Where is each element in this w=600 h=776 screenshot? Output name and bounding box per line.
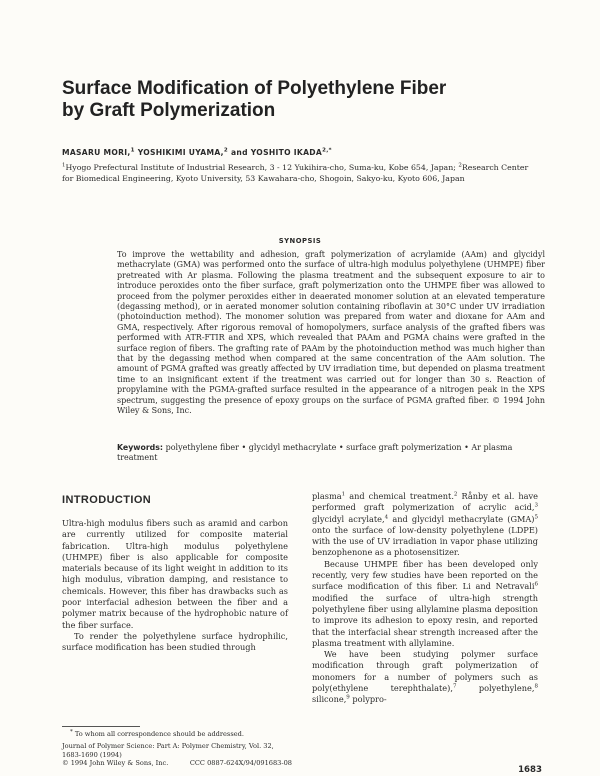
footnote-rule — [62, 726, 140, 727]
rp1-b: and chemical treatment. — [349, 491, 454, 501]
rp3-ref-1: 7 — [452, 683, 457, 690]
rp1-ref-5: 5 — [534, 513, 538, 520]
rp1-a: plasma — [312, 491, 342, 501]
title-line-2: by Graft Polymerization — [62, 100, 276, 121]
paper-title — [62, 78, 542, 122]
rp3-d: polypro- — [352, 694, 387, 705]
ccc-code: CCC 0887-624X/94/091683-08 — [189, 758, 292, 767]
rp2-ref: 6 — [534, 581, 538, 588]
rp2-b: modified the surface of ultra-high strength polyethylene fiber using allylamine plasma deposition to improve its adhesion to epoxy resin, and reported that the interfacial shear strength increased after the plasma treatment with allylamine. — [312, 592, 538, 648]
rp1-ref-4: 4 — [384, 513, 389, 520]
author-2-affil-mark: 2 — [223, 147, 228, 154]
affiliations — [62, 163, 540, 184]
author-conjunction: and — [230, 148, 248, 157]
rp1-f: onto the surface of low-density polyethylene (LDPE) with the use of UV irradiation in vapor phase utilizing benzophenone as a photosensitizer. — [312, 524, 538, 558]
left-paragraph-2: To render the polyethylene surface hydrophilic, surface modification has been studied through — [62, 630, 288, 653]
right-paragraph-2 — [312, 559, 538, 649]
right-paragraph-3 — [312, 649, 538, 705]
abstract-text: To improve the wettability and adhesion, graft polymerization of acrylamide (AAm) and glycidyl methacrylate (GMA) was performed onto the surface of ultra-high modulus polyethylene (UHMPE) fiber pretreated with Ar plasma. Following the plasma treatment and the subsequent exposure to air to introduce peroxides onto the fiber surface, graft polymerization onto the UHMPE fiber was allowed to proceed from the polymer peroxides either in deaerated monomer solution at an elevated temperature (degassing method), or in aerated monomer solution containing riboflavin at 30°C under UV irradiation (photoinduction method). The monomer solution was prepared from water and dioxane for AAm and GMA, respectively. After rigorous removal of homopolymers, surface analysis of the grafted fibers was performed with ATR-FTIR and XPS, which revealed that PAAm and PGMA chains were grafted in the surface region of fibers. The grafting rate of PAAm by the photoinduction method was much higher than that by the degassing method when compared at the same concentration of the AAm solution. The amount of PGMA grafted was greatly affected by UV irradiation time, but depended on plasma treatment time to an insignificant extent if the treatment was carried out for longer than 30 s. Reaction of propylamine with the PGMA-grafted surface resulted in the appearance of a nitrogen peak in the XPS spectrum, suggesting the presence of epoxy groups on the surface of PGMA grafted fiber. — [117, 250, 545, 405]
rp3-c: silicone, — [312, 694, 347, 705]
rp1-ref-2: 2 — [453, 491, 458, 498]
page-number: 1683 — [518, 765, 542, 775]
rp3-a: We have been studying polymer surface modification through graft polymerization of monomers for a number of polymers such as poly(ethylene terephthalate), — [312, 649, 538, 694]
footnote-text: To whom all correspondence should be addressed. — [74, 730, 244, 738]
synopsis-heading: SYNOPSIS — [278, 237, 322, 245]
rp1-ref-1: 1 — [341, 491, 346, 498]
author-2: YOSHIKIMI UYAMA, — [137, 148, 224, 157]
affil-2: Research Center for Biomedical Engineering, Kyoto University, 53 Kawahara-cho, Shogoin, Sakyo-ku, Kyoto 606, Japan — [62, 163, 529, 183]
abstract — [117, 250, 545, 417]
footnote-bottom-row — [62, 759, 292, 767]
footnote-correspondence — [62, 730, 292, 738]
footnote-block — [62, 730, 292, 767]
author-1-affil-mark: 1 — [130, 147, 135, 154]
rp1-e: and glycidyl methacrylate (GMA) — [392, 513, 535, 524]
journal-copyright: © 1994 John Wiley & Sons, Inc. — [62, 758, 169, 767]
abstract-copyright: © 1994 John Wiley & Sons, Inc. — [117, 395, 545, 416]
intro-heading: INTRODUCTION — [62, 494, 152, 506]
author-list — [62, 148, 542, 157]
affil-2-mark: 2 — [458, 162, 462, 169]
title-line-1: Surface Modification of Polyethylene Fiber — [62, 78, 447, 99]
left-paragraph-1: Ultra-high modulus fibers such as aramid and carbon are currently utilized for composite material fabrication. Ultra-high modulus polyethylene (UHMPE) fiber is also applicable for composite materials because of its light weight in addition to its high modulus, vibration damping, and resistance to chemicals. However, this fiber has drawbacks such as poor interfacial adhesion between the fiber and a polymer matrix because of the hydrophobic nature of the fiber surface. — [62, 518, 288, 630]
rp3-ref-3: 9 — [346, 694, 350, 701]
rp2-a: Because UHMPE fiber has been developed only recently, very few studies have been reported on the surface modification of this fiber. Li and Netravali — [312, 558, 538, 592]
rp3-b: polyethylene, — [478, 683, 535, 694]
author-1: MASARU MORI, — [62, 148, 131, 157]
journal-citation: Journal of Polymer Science: Part A: Polymer Chemistry, Vol. 32, 1683-1690 (1994) — [62, 742, 274, 759]
rp1-ref-3: 3 — [534, 502, 538, 509]
author-3-affil-mark: 2,* — [322, 147, 332, 154]
rp3-ref-2: 8 — [534, 683, 538, 690]
rp1-d: glycidyl acrylate, — [312, 513, 385, 524]
affil-1: Hyogo Prefectural Institute of Industrial Research, 3 - 12 Yukihira-cho, Suma-ku, Kobe 654, Japan; — [65, 163, 456, 172]
left-column — [62, 518, 288, 654]
footnote-mark: * — [70, 728, 73, 735]
keywords-label: Keywords: — [117, 443, 164, 452]
right-column — [312, 491, 538, 706]
keywords-text: polyethylene fiber • glycidyl methacrylate • surface graft polymerization • Ar plasma treatment — [117, 443, 513, 463]
author-3: YOSHITO IKADA — [250, 148, 323, 157]
keywords — [117, 443, 545, 464]
rp1-c: Rånby et al. have performed graft polymerization of acrylic acid, — [312, 491, 539, 513]
right-paragraph-1 — [312, 491, 538, 559]
affil-1-mark: 1 — [62, 162, 66, 169]
